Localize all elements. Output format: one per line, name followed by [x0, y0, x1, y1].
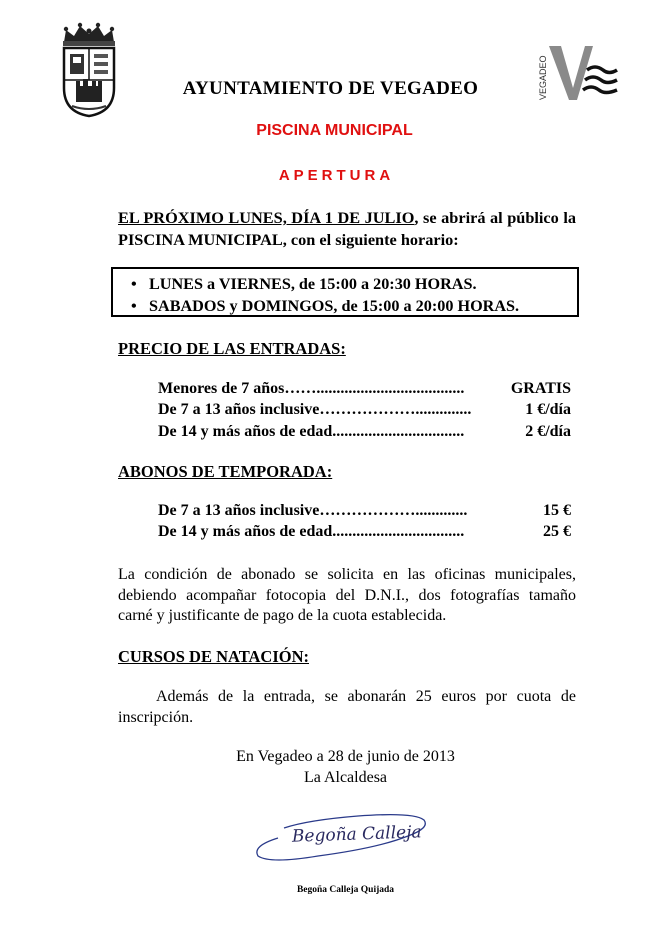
prices-heading: PRECIO DE LAS ENTRADAS:	[118, 339, 346, 358]
signer-role: La Alcaldesa	[303, 768, 388, 786]
schedule-item: • SABADOS y DOMINGOS, de 15:00 a 20:00 HORAS.	[131, 297, 520, 315]
subtitle: PISCINA MUNICIPAL	[256, 122, 413, 139]
intro-text: , se abrirá al público la PISCINA MUNICIPAL, con el siguiente horario:	[118, 208, 576, 249]
page-title: AYUNTAMIENTO DE VEGADEO	[182, 78, 479, 99]
season-heading: ABONOS DE TEMPORADA:	[118, 462, 333, 481]
signer-name: Begoña Calleja Quijada	[296, 885, 395, 895]
intro-paragraph	[118, 207, 576, 251]
heading-apertura: APERTURA	[278, 167, 395, 184]
bullet-icon: •	[131, 275, 137, 293]
logo-side-text: VEGADEO	[538, 55, 548, 100]
courses-heading: CURSOS DE NATACIÓN:	[118, 647, 309, 666]
schedule-item: • LUNES a VIERNES, de 15:00 a 20:30 HORAS.	[131, 275, 477, 293]
price-row: Menores de 7 años……..................................... GRATIS	[158, 380, 571, 397]
date-line: En Vegadeo a 28 de junio de 2013	[236, 748, 455, 765]
season-row: De 14 y más años de edad................................. 25 €	[158, 523, 571, 540]
price-row: De 14 y más años de edad................................. 2 €/día	[158, 423, 571, 440]
intro-date: EL PRÓXIMO LUNES, DÍA 1 DE JULIO	[118, 208, 415, 227]
season-row: De 7 a 13 años inclusive………………............. 15 €	[158, 502, 571, 519]
closing-block	[0, 747, 647, 788]
bullet-icon: •	[131, 297, 137, 315]
schedule-list	[131, 273, 519, 317]
signature-text: Begoña Calleja	[291, 822, 422, 847]
handwritten-signature	[248, 806, 440, 864]
courses-text: Además de la entrada, se abonarán 25 euros por cuota de inscripción.	[118, 688, 576, 726]
price-row: De 7 a 13 años inclusive……………….............. 1 €/día	[158, 401, 571, 418]
coat-of-arms-logo	[58, 22, 120, 118]
season-note: La condición de abonado se solicita en las oficinas municipales, debiendo acompañar fotocopia del D.N.I., dos fotografías tamaño carné y justificante de pago de la cuota establecida.	[118, 566, 576, 624]
